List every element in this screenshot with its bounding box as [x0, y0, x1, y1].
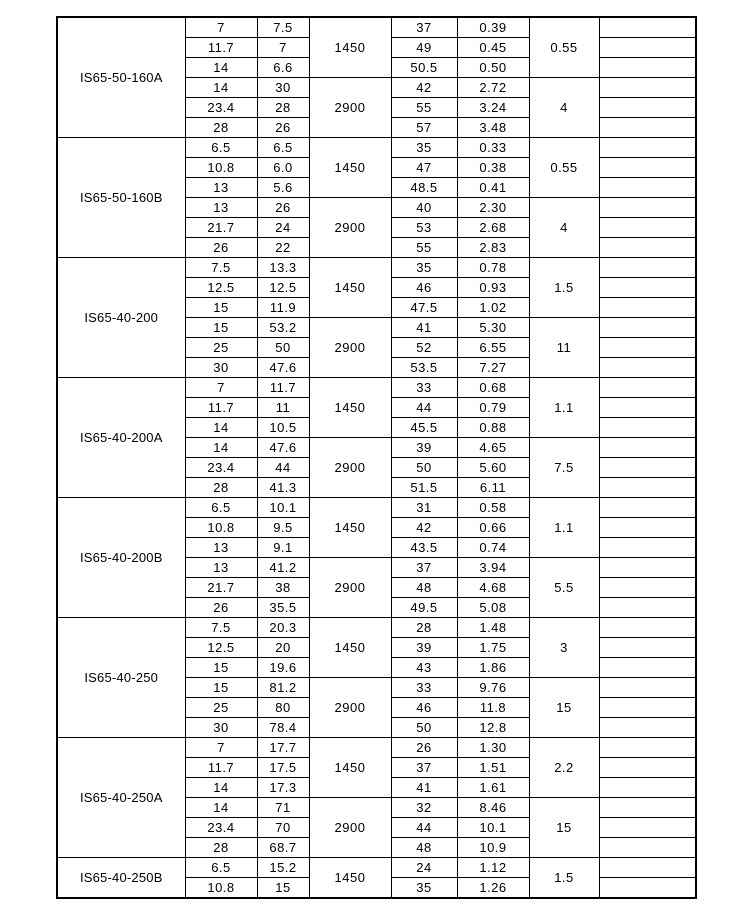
shaft-power-cell: 8.46 [457, 798, 529, 818]
blank-cell [599, 638, 696, 658]
blank-cell [599, 118, 696, 138]
efficiency-cell: 46 [391, 278, 457, 298]
motor-power-cell: 5.5 [529, 558, 599, 618]
flow-cell: 7 [185, 17, 257, 38]
shaft-power-cell: 5.30 [457, 318, 529, 338]
flow-cell: 14 [185, 798, 257, 818]
flow-cell: 13 [185, 178, 257, 198]
efficiency-cell: 52 [391, 338, 457, 358]
shaft-power-cell: 2.83 [457, 238, 529, 258]
shaft-power-cell: 5.60 [457, 458, 529, 478]
blank-cell [599, 878, 696, 899]
shaft-power-cell: 0.79 [457, 398, 529, 418]
efficiency-cell: 39 [391, 438, 457, 458]
shaft-power-cell: 0.78 [457, 258, 529, 278]
speed-cell: 1450 [309, 618, 391, 678]
model-cell: IS65-40-250B [57, 858, 185, 899]
flow-cell: 7 [185, 738, 257, 758]
blank-cell [599, 218, 696, 238]
head-cell: 5.6 [257, 178, 309, 198]
table-row [57, 17, 696, 38]
blank-cell [599, 458, 696, 478]
flow-cell: 13 [185, 198, 257, 218]
blank-cell [599, 138, 696, 158]
flow-cell: 13 [185, 538, 257, 558]
flow-cell: 28 [185, 118, 257, 138]
flow-cell: 28 [185, 838, 257, 858]
blank-cell [599, 278, 696, 298]
motor-power-cell: 3 [529, 618, 599, 678]
blank-cell [599, 478, 696, 498]
table-row [57, 738, 696, 758]
shaft-power-cell: 3.94 [457, 558, 529, 578]
speed-cell: 1450 [309, 17, 391, 78]
blank-cell [599, 418, 696, 438]
shaft-power-cell: 0.39 [457, 17, 529, 38]
flow-cell: 14 [185, 778, 257, 798]
head-cell: 13.3 [257, 258, 309, 278]
shaft-power-cell: 10.1 [457, 818, 529, 838]
head-cell: 41.2 [257, 558, 309, 578]
efficiency-cell: 28 [391, 618, 457, 638]
shaft-power-cell: 3.48 [457, 118, 529, 138]
head-cell: 26 [257, 118, 309, 138]
table-row [57, 498, 696, 518]
flow-cell: 12.5 [185, 278, 257, 298]
shaft-power-cell: 0.68 [457, 378, 529, 398]
flow-cell: 7.5 [185, 618, 257, 638]
head-cell: 17.3 [257, 778, 309, 798]
blank-cell [599, 358, 696, 378]
efficiency-cell: 57 [391, 118, 457, 138]
blank-cell [599, 698, 696, 718]
shaft-power-cell: 1.86 [457, 658, 529, 678]
efficiency-cell: 37 [391, 558, 457, 578]
flow-cell: 14 [185, 418, 257, 438]
table-row [57, 378, 696, 398]
efficiency-cell: 33 [391, 678, 457, 698]
efficiency-cell: 26 [391, 738, 457, 758]
efficiency-cell: 47 [391, 158, 457, 178]
efficiency-cell: 53 [391, 218, 457, 238]
head-cell: 28 [257, 98, 309, 118]
flow-cell: 10.8 [185, 518, 257, 538]
blank-cell [599, 78, 696, 98]
blank-cell [599, 538, 696, 558]
blank-cell [599, 678, 696, 698]
efficiency-cell: 47.5 [391, 298, 457, 318]
efficiency-cell: 53.5 [391, 358, 457, 378]
flow-cell: 23.4 [185, 458, 257, 478]
shaft-power-cell: 0.74 [457, 538, 529, 558]
efficiency-cell: 44 [391, 818, 457, 838]
flow-cell: 26 [185, 238, 257, 258]
head-cell: 11.7 [257, 378, 309, 398]
efficiency-cell: 43 [391, 658, 457, 678]
head-cell: 10.1 [257, 498, 309, 518]
shaft-power-cell: 0.66 [457, 518, 529, 538]
head-cell: 70 [257, 818, 309, 838]
efficiency-cell: 35 [391, 138, 457, 158]
shaft-power-cell: 12.8 [457, 718, 529, 738]
head-cell: 30 [257, 78, 309, 98]
motor-power-cell: 4 [529, 198, 599, 258]
head-cell: 9.5 [257, 518, 309, 538]
head-cell: 71 [257, 798, 309, 818]
efficiency-cell: 49.5 [391, 598, 457, 618]
blank-cell [599, 178, 696, 198]
blank-cell [599, 38, 696, 58]
head-cell: 11 [257, 398, 309, 418]
flow-cell: 30 [185, 718, 257, 738]
head-cell: 68.7 [257, 838, 309, 858]
shaft-power-cell: 0.45 [457, 38, 529, 58]
shaft-power-cell: 9.76 [457, 678, 529, 698]
head-cell: 17.7 [257, 738, 309, 758]
efficiency-cell: 41 [391, 778, 457, 798]
head-cell: 15.2 [257, 858, 309, 878]
shaft-power-cell: 0.93 [457, 278, 529, 298]
head-cell: 47.6 [257, 438, 309, 458]
head-cell: 24 [257, 218, 309, 238]
shaft-power-cell: 0.88 [457, 418, 529, 438]
efficiency-cell: 39 [391, 638, 457, 658]
efficiency-cell: 24 [391, 858, 457, 878]
motor-power-cell: 0.55 [529, 138, 599, 198]
flow-cell: 15 [185, 298, 257, 318]
motor-power-cell: 1.5 [529, 858, 599, 899]
head-cell: 10.5 [257, 418, 309, 438]
efficiency-cell: 49 [391, 38, 457, 58]
efficiency-cell: 40 [391, 198, 457, 218]
flow-cell: 23.4 [185, 98, 257, 118]
head-cell: 11.9 [257, 298, 309, 318]
efficiency-cell: 48 [391, 838, 457, 858]
blank-cell [599, 658, 696, 678]
head-cell: 47.6 [257, 358, 309, 378]
model-cell: IS65-40-200A [57, 378, 185, 498]
blank-cell [599, 298, 696, 318]
speed-cell: 1450 [309, 258, 391, 318]
shaft-power-cell: 1.48 [457, 618, 529, 638]
efficiency-cell: 50 [391, 458, 457, 478]
head-cell: 6.5 [257, 138, 309, 158]
motor-power-cell: 2.2 [529, 738, 599, 798]
shaft-power-cell: 4.68 [457, 578, 529, 598]
blank-cell [599, 578, 696, 598]
motor-power-cell: 0.55 [529, 17, 599, 78]
flow-cell: 14 [185, 78, 257, 98]
blank-cell [599, 58, 696, 78]
model-cell: IS65-50-160A [57, 17, 185, 138]
efficiency-cell: 35 [391, 878, 457, 899]
blank-cell [599, 198, 696, 218]
flow-cell: 21.7 [185, 218, 257, 238]
shaft-power-cell: 0.41 [457, 178, 529, 198]
flow-cell: 15 [185, 658, 257, 678]
blank-cell [599, 758, 696, 778]
efficiency-cell: 41 [391, 318, 457, 338]
speed-cell: 2900 [309, 798, 391, 858]
shaft-power-cell: 6.55 [457, 338, 529, 358]
speed-cell: 2900 [309, 318, 391, 378]
blank-cell [599, 798, 696, 818]
shaft-power-cell: 5.08 [457, 598, 529, 618]
efficiency-cell: 44 [391, 398, 457, 418]
flow-cell: 6.5 [185, 138, 257, 158]
head-cell: 38 [257, 578, 309, 598]
speed-cell: 1450 [309, 498, 391, 558]
flow-cell: 12.5 [185, 638, 257, 658]
shaft-power-cell: 1.51 [457, 758, 529, 778]
head-cell: 6.6 [257, 58, 309, 78]
shaft-power-cell: 1.61 [457, 778, 529, 798]
speed-cell: 1450 [309, 138, 391, 198]
shaft-power-cell: 1.30 [457, 738, 529, 758]
speed-cell: 1450 [309, 858, 391, 899]
motor-power-cell: 1.5 [529, 258, 599, 318]
head-cell: 81.2 [257, 678, 309, 698]
blank-cell [599, 378, 696, 398]
blank-cell [599, 738, 696, 758]
blank-cell [599, 858, 696, 878]
blank-cell [599, 718, 696, 738]
efficiency-cell: 32 [391, 798, 457, 818]
shaft-power-cell: 2.72 [457, 78, 529, 98]
motor-power-cell: 4 [529, 78, 599, 138]
shaft-power-cell: 3.24 [457, 98, 529, 118]
blank-cell [599, 778, 696, 798]
model-cell: IS65-40-200 [57, 258, 185, 378]
efficiency-cell: 55 [391, 98, 457, 118]
flow-cell: 25 [185, 698, 257, 718]
table-row [57, 618, 696, 638]
speed-cell: 2900 [309, 558, 391, 618]
shaft-power-cell: 0.58 [457, 498, 529, 518]
model-cell: IS65-40-250 [57, 618, 185, 738]
flow-cell: 6.5 [185, 858, 257, 878]
efficiency-cell: 35 [391, 258, 457, 278]
blank-cell [599, 238, 696, 258]
shaft-power-cell: 2.68 [457, 218, 529, 238]
flow-cell: 11.7 [185, 38, 257, 58]
motor-power-cell: 15 [529, 798, 599, 858]
blank-cell [599, 158, 696, 178]
motor-power-cell: 1.1 [529, 378, 599, 438]
flow-cell: 11.7 [185, 758, 257, 778]
flow-cell: 14 [185, 438, 257, 458]
flow-cell: 10.8 [185, 878, 257, 899]
head-cell: 7.5 [257, 17, 309, 38]
flow-cell: 7 [185, 378, 257, 398]
shaft-power-cell: 11.8 [457, 698, 529, 718]
efficiency-cell: 37 [391, 17, 457, 38]
shaft-power-cell: 0.50 [457, 58, 529, 78]
flow-cell: 28 [185, 478, 257, 498]
shaft-power-cell: 6.11 [457, 478, 529, 498]
speed-cell: 1450 [309, 378, 391, 438]
shaft-power-cell: 2.30 [457, 198, 529, 218]
table-container [56, 16, 697, 899]
flow-cell: 30 [185, 358, 257, 378]
motor-power-cell: 11 [529, 318, 599, 378]
flow-cell: 25 [185, 338, 257, 358]
head-cell: 19.6 [257, 658, 309, 678]
shaft-power-cell: 0.38 [457, 158, 529, 178]
shaft-power-cell: 1.26 [457, 878, 529, 899]
speed-cell: 2900 [309, 198, 391, 258]
shaft-power-cell: 1.75 [457, 638, 529, 658]
flow-cell: 6.5 [185, 498, 257, 518]
head-cell: 78.4 [257, 718, 309, 738]
efficiency-cell: 50.5 [391, 58, 457, 78]
motor-power-cell: 15 [529, 678, 599, 738]
blank-cell [599, 518, 696, 538]
shaft-power-cell: 0.33 [457, 138, 529, 158]
blank-cell [599, 318, 696, 338]
blank-cell [599, 338, 696, 358]
head-cell: 41.3 [257, 478, 309, 498]
shaft-power-cell: 1.02 [457, 298, 529, 318]
head-cell: 20.3 [257, 618, 309, 638]
blank-cell [599, 258, 696, 278]
blank-cell [599, 598, 696, 618]
blank-cell [599, 838, 696, 858]
blank-cell [599, 818, 696, 838]
shaft-power-cell: 1.12 [457, 858, 529, 878]
table-row [57, 258, 696, 278]
efficiency-cell: 55 [391, 238, 457, 258]
speed-cell: 2900 [309, 678, 391, 738]
shaft-power-cell: 7.27 [457, 358, 529, 378]
shaft-power-cell: 10.9 [457, 838, 529, 858]
head-cell: 7 [257, 38, 309, 58]
flow-cell: 15 [185, 318, 257, 338]
flow-cell: 10.8 [185, 158, 257, 178]
flow-cell: 26 [185, 598, 257, 618]
efficiency-cell: 50 [391, 718, 457, 738]
speed-cell: 2900 [309, 78, 391, 138]
pump-performance-table [56, 16, 697, 899]
head-cell: 26 [257, 198, 309, 218]
head-cell: 35.5 [257, 598, 309, 618]
motor-power-cell: 7.5 [529, 438, 599, 498]
table-row [57, 138, 696, 158]
head-cell: 53.2 [257, 318, 309, 338]
flow-cell: 15 [185, 678, 257, 698]
flow-cell: 11.7 [185, 398, 257, 418]
head-cell: 9.1 [257, 538, 309, 558]
head-cell: 50 [257, 338, 309, 358]
efficiency-cell: 33 [391, 378, 457, 398]
blank-cell [599, 398, 696, 418]
model-cell: IS65-50-160B [57, 138, 185, 258]
table-row [57, 858, 696, 878]
head-cell: 12.5 [257, 278, 309, 298]
efficiency-cell: 31 [391, 498, 457, 518]
efficiency-cell: 42 [391, 518, 457, 538]
head-cell: 15 [257, 878, 309, 899]
speed-cell: 2900 [309, 438, 391, 498]
efficiency-cell: 51.5 [391, 478, 457, 498]
efficiency-cell: 46 [391, 698, 457, 718]
flow-cell: 14 [185, 58, 257, 78]
blank-cell [599, 98, 696, 118]
flow-cell: 7.5 [185, 258, 257, 278]
head-cell: 22 [257, 238, 309, 258]
head-cell: 44 [257, 458, 309, 478]
efficiency-cell: 48 [391, 578, 457, 598]
shaft-power-cell: 4.65 [457, 438, 529, 458]
head-cell: 17.5 [257, 758, 309, 778]
head-cell: 80 [257, 698, 309, 718]
speed-cell: 1450 [309, 738, 391, 798]
efficiency-cell: 48.5 [391, 178, 457, 198]
head-cell: 20 [257, 638, 309, 658]
blank-cell [599, 558, 696, 578]
blank-cell [599, 438, 696, 458]
flow-cell: 23.4 [185, 818, 257, 838]
flow-cell: 13 [185, 558, 257, 578]
efficiency-cell: 37 [391, 758, 457, 778]
blank-cell [599, 618, 696, 638]
blank-cell [599, 17, 696, 38]
flow-cell: 21.7 [185, 578, 257, 598]
blank-cell [599, 498, 696, 518]
efficiency-cell: 42 [391, 78, 457, 98]
efficiency-cell: 43.5 [391, 538, 457, 558]
head-cell: 6.0 [257, 158, 309, 178]
efficiency-cell: 45.5 [391, 418, 457, 438]
model-cell: IS65-40-250A [57, 738, 185, 858]
motor-power-cell: 1.1 [529, 498, 599, 558]
model-cell: IS65-40-200B [57, 498, 185, 618]
